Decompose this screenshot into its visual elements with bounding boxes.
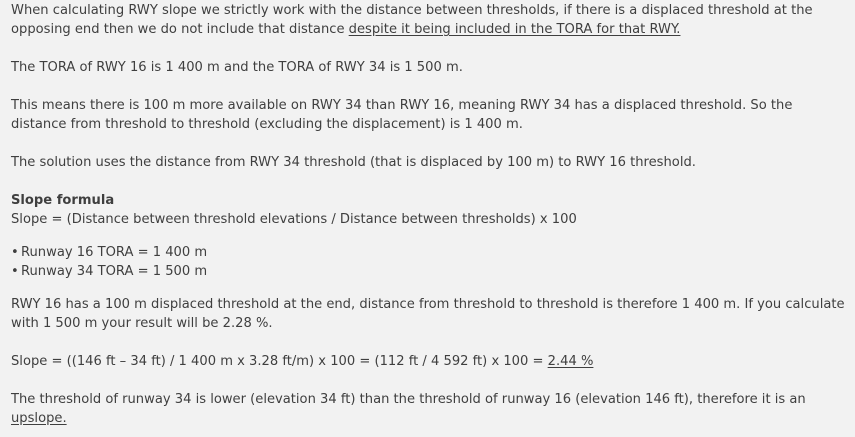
- paragraph-solution-distance: The solution uses the distance from RWY 34 threshold (that is displaced by 100 m) to RWY 16 threshold.: [11, 155, 696, 170]
- conclusion-text: The threshold of runway 34 is lower (elevation 34 ft) than the threshold of runway 16 (elevation 146 ft), therefore it is an: [11, 392, 806, 407]
- distance-rule-text: When calculating RWY slope we strictly work with the distance between thresholds, if there is a displaced threshold at the opposing end then we do not include that distance: [11, 3, 813, 37]
- list-item: [11, 262, 845, 281]
- slope-formula-text: Slope = (Distance between threshold elevations / Distance between thresholds) x 100: [11, 212, 577, 227]
- slope-formula-block: [11, 191, 845, 229]
- bullet-text: Runway 16 TORA = 1 400 m: [21, 245, 208, 260]
- tora-bullet-list: [11, 243, 845, 281]
- list-item: [11, 243, 845, 262]
- paragraph-distance-rule: [11, 1, 845, 39]
- paragraph-displaced-note: RWY 16 has a 100 m displaced threshold at the end, distance from threshold to threshold is therefore 1 400 m. If you calculate with 1 500 m your result will be 2.28 %.: [11, 297, 845, 331]
- paragraph-calculation: [11, 352, 845, 371]
- slope-formula-heading: Slope formula: [11, 193, 115, 208]
- calculation-result: 2.44 %: [547, 354, 594, 369]
- paragraph-displaced-threshold: This means there is 100 m more available on RWY 34 than RWY 16, meaning RWY 34 has a displaced threshold. So the distance from threshold to threshold (excluding the displacement) is 1 400 m.: [11, 98, 793, 132]
- bullet-icon: •: [11, 264, 19, 279]
- paragraph-conclusion: [11, 390, 845, 428]
- bullet-icon: •: [11, 245, 19, 260]
- calculation-text: Slope = ((146 ft – 34 ft) / 1 400 m x 3.28 ft/m) x 100 = (112 ft / 4 592 ft) x 100 =: [11, 354, 548, 369]
- conclusion-underlined-text: upslope.: [11, 411, 67, 426]
- distance-rule-underlined-text: despite it being included in the TORA for that RWY.: [348, 22, 681, 37]
- paragraph-tora-values: The TORA of RWY 16 is 1 400 m and the TORA of RWY 34 is 1 500 m.: [11, 60, 463, 75]
- bullet-text: Runway 34 TORA = 1 500 m: [21, 264, 208, 279]
